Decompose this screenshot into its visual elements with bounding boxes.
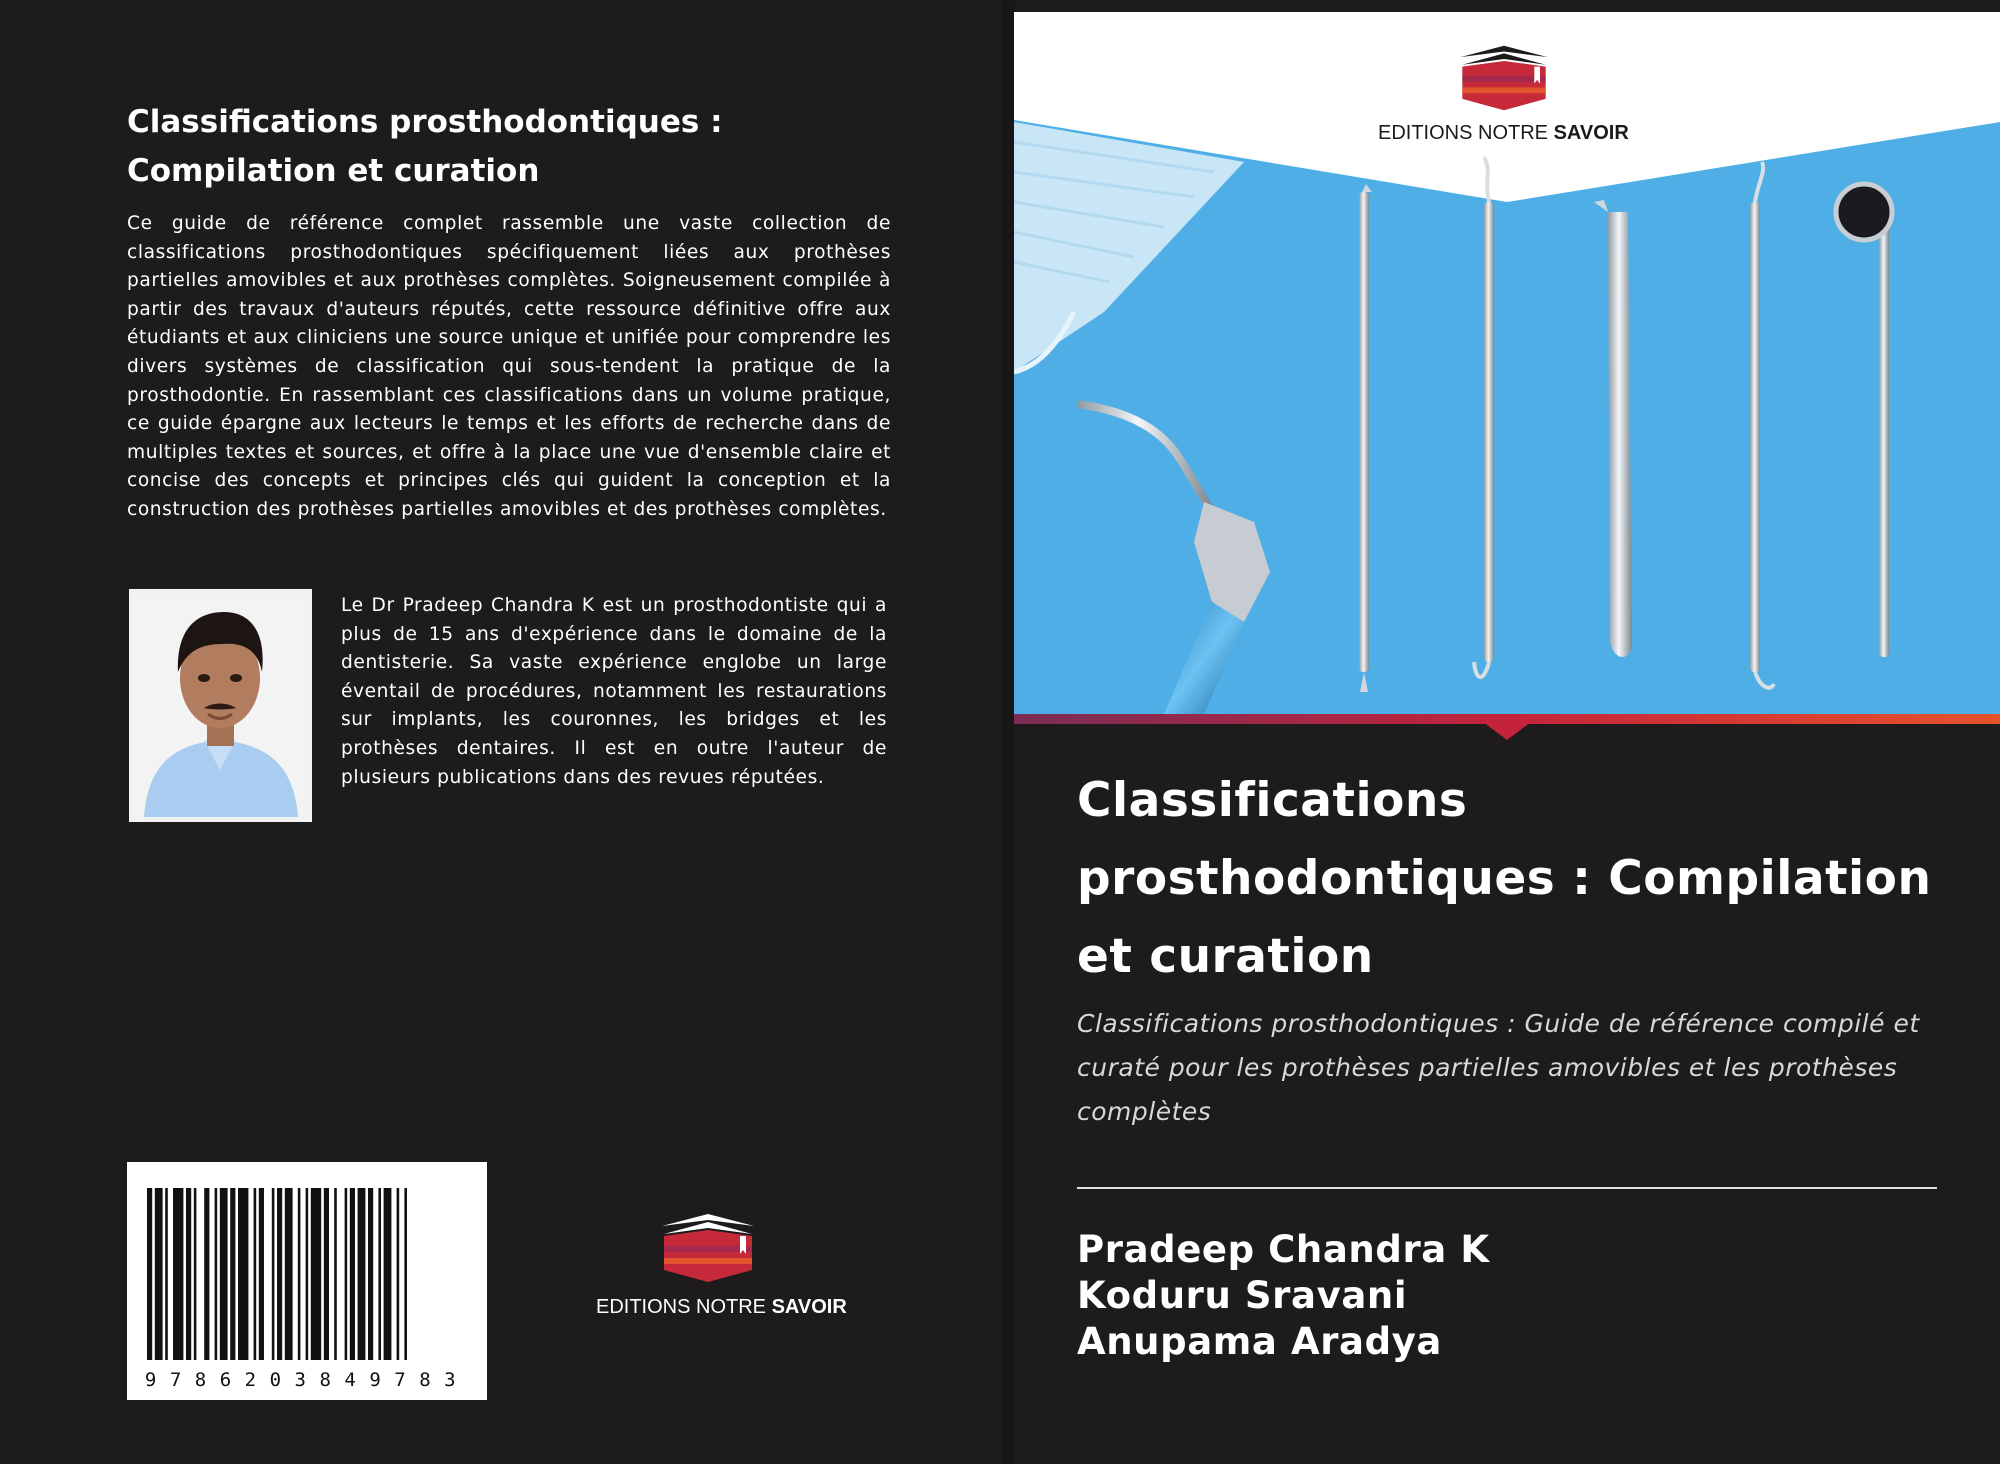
barcode-icon (127, 1162, 487, 1400)
author-list (1077, 1227, 1490, 1365)
book-subtitle: Classifications prosthodontiques : Guide de référence compilé et curaté pour les prothèses partielles amovibles et les prothèses complètes (1077, 1009, 1920, 1126)
accent-notch (1483, 722, 1531, 742)
book-stack-logo-icon (1456, 42, 1552, 114)
front-cover (1014, 12, 2000, 1464)
dental-instruments-photo (1014, 12, 2000, 714)
back-cover-title: Classifications prosthodontiques : Compilation et curation (127, 104, 723, 189)
divider (1077, 1187, 1937, 1189)
author-portrait-icon (134, 594, 307, 817)
publisher-name: EDITIONS NOTRE SAVOIR (596, 1296, 847, 1318)
publisher-logo-front (1014, 42, 2000, 152)
book-description: Ce guide de référence complet rassemble une vaste collection de classifications prosthodontiques spécifiquement liées aux prothèses partielles amovibles et aux prothèses complètes. Soigneusement compilée à partir des travaux d'auteurs réputés, cette ressource définitive offre aux étudiants et aux cliniciens une source unique et unifiée pour comprendre les divers systèmes de classification qui sous-tendent la pratique de la prosthodontie. En rassemblant ces classifications dans un volume pratique, ce guide épargne aux lecteurs le temps et les efforts de recherche dans de multiples textes et sources, et offre à la place une vue d'ensemble claire et concise des concepts et principes clés qui guident la conception et la construction des prothèses partielles amovibles et des prothèses complètes. (127, 213, 891, 520)
author-bio: Le Dr Pradeep Chandra K est un prosthodontiste qui a plus de 15 ans d'expérience dans le domaine de la dentisterie. Sa vaste expérience englobe un large éventail de procédures, notamment les restaurations sur implants, les couronnes, les bridges et les prothèses dentaires. Il est en outre l'auteur de plusieurs publications dans des revues réputées. (341, 595, 887, 788)
author-portrait (129, 589, 312, 822)
publisher-logo-back (590, 1210, 847, 1330)
isbn-barcode (127, 1162, 487, 1400)
author-name: Pradeep Chandra K (1077, 1228, 1490, 1271)
author-name: Koduru Sravani (1077, 1274, 1408, 1317)
isbn-digits: 9786203849783 (144, 1369, 470, 1391)
book-title: Classifications prosthodontiques : Compilation et curation (1077, 773, 1932, 984)
author-name: Anupama Aradya (1077, 1320, 1442, 1363)
publisher-name: EDITIONS NOTRE SAVOIR (1378, 122, 1629, 144)
book-stack-logo-icon (658, 1210, 758, 1286)
